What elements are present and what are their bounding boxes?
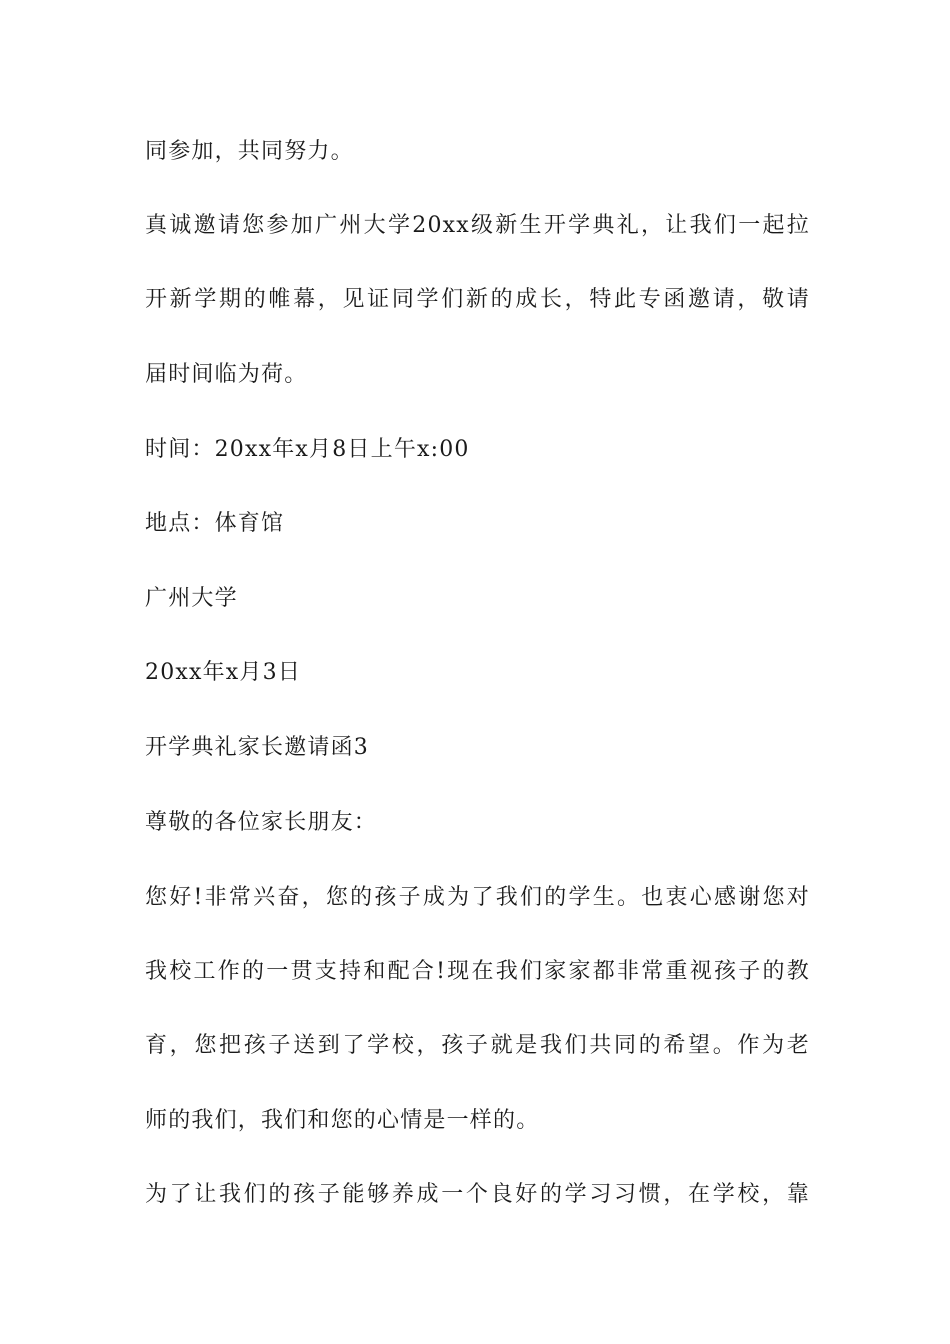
text-line-13: 育，您把孩子送到了学校，孩子就是我们共同的希望。作为老 (145, 1033, 810, 1058)
sender-date: 20xx年x月3日 (145, 660, 302, 685)
sender-name: 广州大学 (145, 586, 238, 611)
text-line-11: 您好!非常兴奋，您的孩子成为了我们的学生。也衷心感谢您对 (145, 885, 810, 910)
section-heading: 开学典礼家长邀请函3 (145, 735, 369, 760)
text-line-14: 师的我们，我们和您的心情是一样的。 (145, 1108, 540, 1133)
text-line-3: 开新学期的帷幕，见证同学们新的成长，特此专函邀请，敬请 (145, 287, 810, 312)
event-time: 时间：20xx年x月8日上午x:00 (145, 437, 470, 462)
text-line-1: 同参加，共同努力。 (145, 139, 354, 164)
text-line-4: 届时间临为荷。 (145, 362, 308, 387)
salutation: 尊敬的各位家长朋友： (145, 810, 378, 835)
event-location: 地点：体育馆 (145, 511, 285, 536)
text-line-2: 真诚邀请您参加广州大学20xx级新生开学典礼，让我们一起拉 (145, 213, 810, 238)
text-line-15: 为了让我们的孩子能够养成一个良好的学习习惯，在学校，靠 (145, 1182, 810, 1207)
text-line-12: 我校工作的一贯支持和配合!现在我们家家都非常重视孩子的教 (145, 959, 810, 984)
